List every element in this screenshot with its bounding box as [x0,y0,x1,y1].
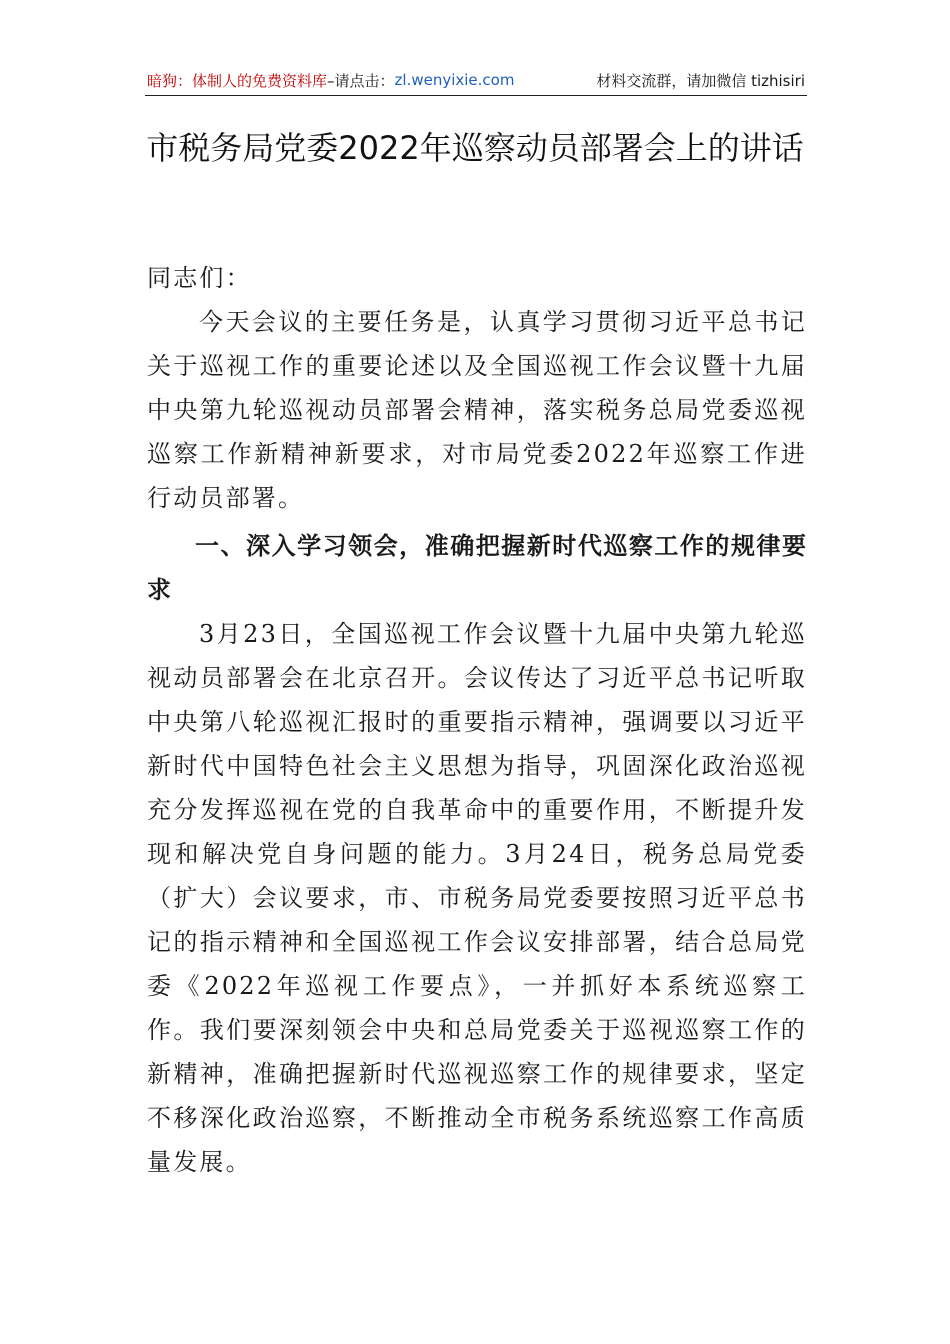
header-link[interactable]: zl.wenyixie.com [394,71,515,89]
body-paragraph: 今天会议的主要任务是，认真学习贯彻习近平总书记关于巡视工作的重要论述以及全国巡视工作会议暨十九届中央第九轮巡视动员部署会精神，落实税务总局党委巡视巡察工作新精神新要求，对市局党委2022年巡察工作进行动员部署。 [147,308,807,512]
header-left [147,70,514,91]
body-paragraph: 3月23日，全国巡视工作会议暨十九届中央第九轮巡视动员部署会在北京召开。会议传达了习近平总书记听取中央第八轮巡视汇报时的重要指示精神，强调要以习近平新时代中国特色社会主义思想为指导，巩固深化政治巡视充分发挥巡视在党的自我革命中的重要作用，不断提升发现和解决党自身问题的能力。3月24日，税务总局党委（扩大）会议要求，市、市税务局党委要按照习近平总书记的指示精神和全国巡视工作会议安排部署，结合总局党委《2022年巡视工作要点》，一并抓好本系统巡察工作。我们要深刻领会中央和总局党委关于巡视巡察工作的新精神，准确把握新时代巡视巡察工作的规律要求，坚定不移深化政治巡察，不断推动全市税务系统巡察工作高质量发展。 [147,620,807,1176]
page-header [147,68,805,92]
header-brand: 暗狗：体制人的免费资料库 [147,71,328,90]
header-divider [145,95,807,96]
section-heading: 一、深入学习领会，准确把握新时代巡察工作的规律要求 [147,532,807,604]
header-contact: 材料交流群，请加微信 tizhisiri [596,71,805,90]
salutation: 同志们： [147,264,252,292]
document-body [147,256,807,1184]
header-prompt: –请点击： [327,71,395,90]
document-title: 市税务局党委2022年巡察动员部署会上的讲话 [146,129,804,167]
